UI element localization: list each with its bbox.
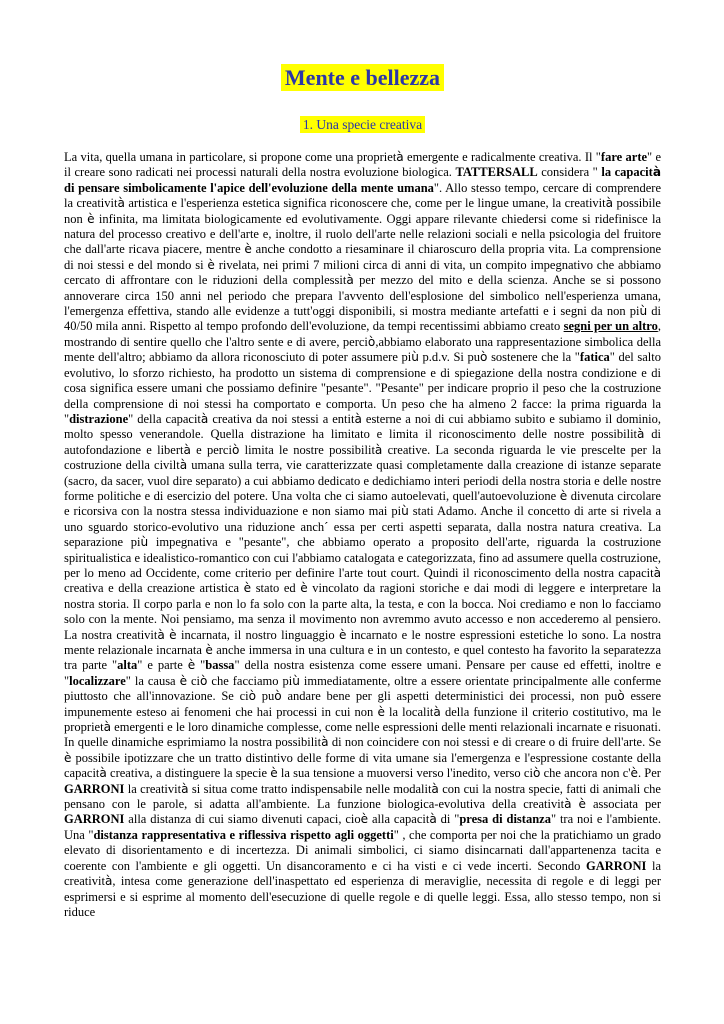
body-paragraph: [64, 150, 661, 920]
emphasized-text-segment: segni per un altro: [563, 319, 658, 334]
text-segment: alla distanza di cui siamo divenuti capaci, cioè alla capacità di ": [124, 812, 460, 827]
emphasized-text-segment: presa di distanza: [459, 812, 551, 827]
emphasized-text-segment: GARRONI: [64, 781, 125, 796]
section-heading-row: [64, 109, 661, 136]
emphasized-text-segment: GARRONI: [64, 812, 125, 827]
emphasized-text-segment: fatica: [579, 350, 610, 365]
emphasized-text-segment: GARRONI: [585, 858, 647, 873]
emphasized-text-segment: distanza rappresentativa e riflessiva rispetto agli oggetti: [93, 827, 394, 842]
text-segment: " e il creare sono radicati nei processi naturali della nostra evoluzione biologica.: [64, 150, 661, 180]
emphasized-text-segment: TATTERSALL: [455, 165, 538, 180]
emphasized-text-segment: bassa: [205, 658, 235, 673]
text-segment: " della capacità creativa da noi stessi a entità esterne a noi di cui abbiamo subito e subiamo il dominio, molto spesso venerandole. Quella distrazione ha limitato e limita il riconoscimento delle nostre possibilità di autofondazione e libertà e perciò limita le nostre possibilità creative. La seconda riguarda le vie prescelte per la costruzione della civiltà umana sulla terra, vie caratterizzate quasi completamente dalla creazione di istanze separate (sacro, da sacer, vuol dire separato) a cui abbiamo dedicato e dedichiamo interi periodi della nostra storia e delle nostre forme politiche e di esercizio del potere. Una volta che ci siamo autoelevati, quell'autoevoluzione è divenuta circolare e ricorsiva con la nostra stessa individuazione e non siamo mai più stati Adamo. Anche il concetto di arte si rivela a uno sguardo storico-evolutivo una riduzione anch´ essa per certi aspetti separata, dalla nostra natura creativa. La separazione più impegnativa e "pesante", che abbiamo operato a proposito dell'arte, riguarda la costruzione spiritualistica e idealistico-romantico con cui l'abbiamo catalogata e categorizzata, fino ad assumere quella costruzione, per lo meno ad Occidente, come criterio per definire l'arte tout court. Quindi il riconoscimento della nostra capacità creativa e della creazione artistica è stato ed è vincolato da ragioni storiche e dai modi di leggere e interpretare la nostra storia. Il corpo parla e non lo fa solo con la parte alta, la testa, e con la bocca. Noi crediamo e non lo facciamo solo con la mente. Noi pensiamo, ma senza il movimento non avremmo avuto accesso e non accederemo al pensiero. La nostra creatività è incarnata, il nostro linguaggio è incarnato e le nostre espressioni estetiche lo sono. La nostra mente relazionale incarnata è anche immersa in una cultura e in un contesto, e quel contesto ha favorito la separatezza tra parte ": [64, 411, 662, 673]
text-segment: la creatività, intesa come generazione dell'inaspettato ed esperienza di meraviglie, necessita di regole e di leggi per esprimersi e si esprime al momento dell'esecuzione di quelle regole e di quelle leggi. Essa, allo stesso tempo, non si riduce: [64, 858, 661, 919]
text-segment: La vita, quella umana in particolare, si propone come una proprietà emergente e radicalmente creativa. Il ": [64, 150, 601, 164]
text-segment: " tra noi e l'ambiente. Una ": [64, 812, 661, 842]
text-segment: " della nostra esistenza come essere umani. Pensare per cause ed effetti, inoltre e ": [64, 658, 661, 688]
document-title-row: [64, 56, 661, 93]
document-title: Mente e bellezza: [281, 64, 444, 91]
text-segment: ". Allo stesso tempo, cercare di comprendere la creatività artistica e l'esperienza estetica significa riconoscere che, come per le lingue umane, la creatività possibile non è infinita, ma limitata biologicamente ed evolutivamente. Oggi appare rilevante chiedersi come si ridefinisce la natura del processo creativo e dell'arte e, inoltre, il ruolo dell'arte nelle relazioni sociali e nella psicologia del fruitore che dall'arte ricava piacere, mentre è anche condotto a riesaminare il chiaroscuro della propria vita. La comprensione di noi stessi e del mondo si è rivelata, nei primi 7 milioni circa di anni di vita, un compito impegnativo che abbiamo cercato di affrontare con le riduzioni della complessità per mezzo del mito e della scienza. Anche se si possono annoverare circa 150 anni nel periodo che prepara l'avvento dell'esplosione del simbolico nell'esperienza umana, l'emergenza effettiva, stando alle evidenze a tutt'oggi disponibili, si mostra mediante artefatti e i segni da non più di 40/50 mila anni. Rispetto al tempo profondo dell'evoluzione, da tempi recentissimi abbiamo creato: [64, 180, 661, 334]
text-segment: " e parte è ": [137, 658, 206, 673]
emphasized-text-segment: localizzare: [69, 673, 126, 688]
text-segment: " del salto evolutivo, lo sforzo richiesto, ha prodotto un sistema di comprensione e di spiegazione della nostra condizione e di cosa significa essere umani che possiamo definire "pesante". "Pesante" per indicare proprio il peso che la costruzione della comprensione di noi stessi ha comportato e comporta. Un peso che ha almeno 2 facce: la prima riguarda la ": [64, 350, 662, 426]
text-segment: , mostrando di sentire quello che l'altro sente e di avere, perciò,abbiamo elaborato una rappresentazione simbolica della mente dell'altro; abbiamo da allora riconosciuto di poter assumere più p.d.v. Si può sostenere che la ": [64, 319, 661, 365]
text-segment: considera ": [537, 165, 602, 180]
text-segment: " , che comporta per noi che la pratichiamo un grado elevato di disorientamento e di incertezza. Di animali simbolici, ci siamo disincarnati dall'appartenenza tacita e coerente con l'ambiente e gli oggetti. Un disancoramento e ci ha visti e ci vede incerti. Secondo: [64, 827, 661, 873]
section-heading: 1. Una specie creativa: [300, 116, 425, 133]
emphasized-text-segment: fare arte: [600, 150, 648, 164]
emphasized-text-segment: distrazione: [69, 411, 129, 426]
emphasized-text-segment: alta: [117, 658, 138, 673]
text-segment: " la causa è ciò che facciamo più immediatamente, oltre a essere orientate principalmente alle conferme piuttosto che all'innovazione. Se ciò può andare bene per gli aspetti deterministici dei processi, non può essere impunemente esteso ai fenomeni che hai processi in cui non è la località della funzione il criterio costitutivo, ma le proprietà emergenti e le loro dinamiche complesse, come nelle espressioni delle menti relazionali incarnate e risuonati. In quelle dinamiche esprimiamo la nostra possibilità di non coincidere con noi stessi e di creare o di fruire dell'arte. Se è possibile ipotizzare che un tratto distintivo delle forme di vita umane sia l'emergenza e l'espressione costante della capacità creativa, a distinguere la specie è la sua tensione a muoversi verso l'inedito, verso ciò che ancora non c'è. Per: [64, 673, 662, 781]
emphasized-text-segment: la capacità di pensare simbolicamente l'apice dell'evoluzione della mente umana: [64, 165, 661, 195]
text-segment: la creatività si situa come tratto indispensabile nelle modalità con cui la nostra specie, fatti di animali che pensano con le parole, si adatta all'ambiente. La funzione biologica-evolutiva della creatività è associata per: [64, 781, 661, 812]
